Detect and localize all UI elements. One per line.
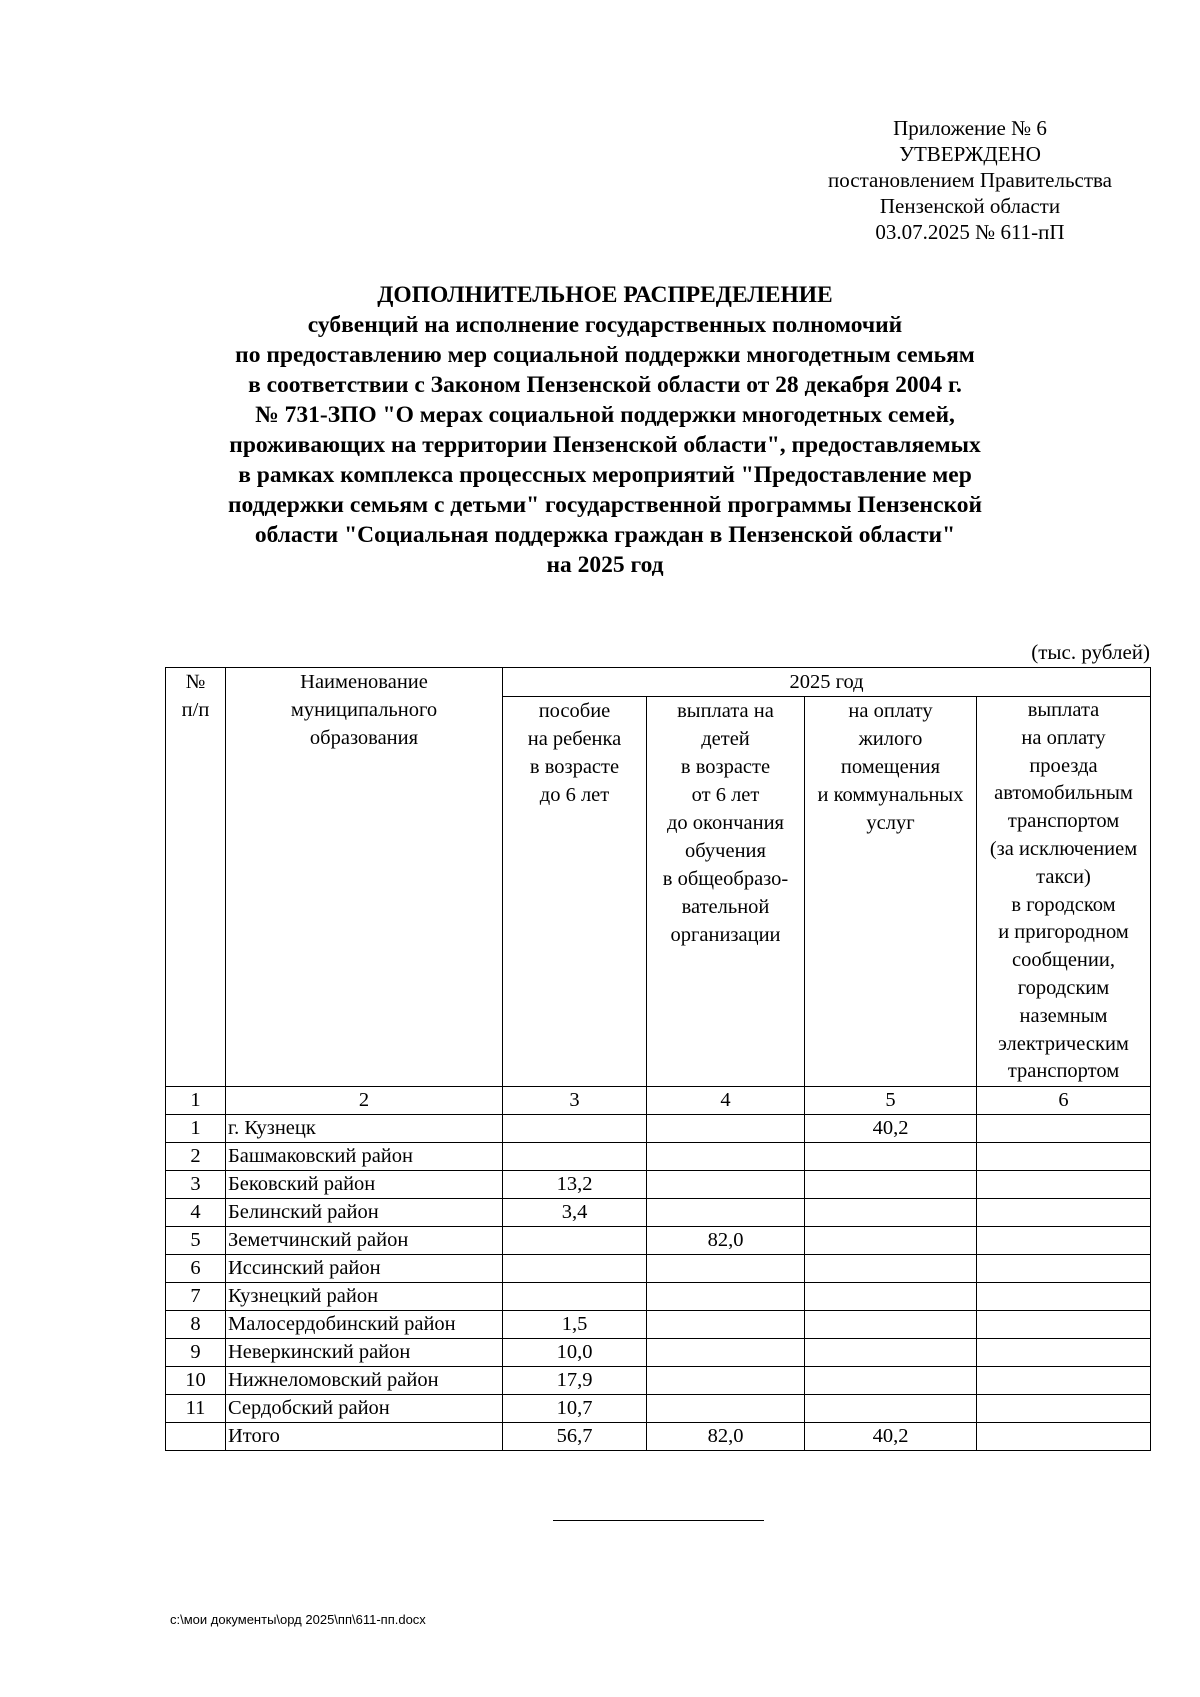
row-col6	[977, 1367, 1151, 1395]
approval-date-number: 03.07.2025 № 611-пП	[875, 220, 1065, 244]
row-name: Белинский район	[226, 1199, 503, 1227]
row-col5	[805, 1395, 977, 1423]
row-name: Кузнецкий район	[226, 1283, 503, 1311]
row-name: г. Кузнецк	[226, 1115, 503, 1143]
row-col6	[977, 1115, 1151, 1143]
title-line: проживающих на территории Пензенской области", предоставляемых	[229, 432, 981, 458]
title-line: субвенций на исполнение государственных полномочий	[307, 312, 903, 338]
header-col3: пособие на ребенка в возрасте до 6 лет	[503, 697, 647, 1087]
row-col5: 40,2	[805, 1115, 977, 1143]
separator-line	[553, 1520, 764, 1521]
row-col5	[805, 1143, 977, 1171]
row-col4	[647, 1339, 805, 1367]
row-col5	[805, 1255, 977, 1283]
row-name: Малосердобинский район	[226, 1311, 503, 1339]
row-num: 11	[166, 1395, 226, 1423]
header-num: № п/п	[166, 668, 226, 1087]
row-col6	[977, 1395, 1151, 1423]
row-num: 7	[166, 1283, 226, 1311]
row-col6	[977, 1255, 1151, 1283]
column-number: 3	[503, 1087, 647, 1115]
row-col3	[503, 1115, 647, 1143]
approved-label: УТВЕРЖДЕНО	[899, 142, 1041, 166]
row-col4	[647, 1283, 805, 1311]
approved-region: Пензенской области	[879, 194, 1061, 218]
row-col3	[503, 1255, 647, 1283]
row-col5	[805, 1367, 977, 1395]
column-numbers-row	[166, 1087, 1151, 1115]
total-row	[166, 1423, 1151, 1451]
row-num: 2	[166, 1143, 226, 1171]
row-col4	[647, 1115, 805, 1143]
column-number: 1	[166, 1087, 226, 1115]
row-col5	[805, 1339, 977, 1367]
table-row	[166, 1339, 1151, 1367]
row-num: 10	[166, 1367, 226, 1395]
row-col6	[977, 1339, 1151, 1367]
row-col3: 13,2	[503, 1171, 647, 1199]
header-year: 2025 год	[503, 668, 1151, 697]
title-line: в рамках комплекса процессных мероприятий "Предоставление мер	[238, 462, 972, 488]
header-col6: выплата на оплату проезда автомобильным транспортом (за исключением такси) в городском и пригородном сообщении, городским наземным электрическим транспортом	[977, 697, 1151, 1087]
units-label: (тыс. рублей)	[1031, 640, 1150, 664]
row-col3: 17,9	[503, 1367, 647, 1395]
table-row	[166, 1143, 1151, 1171]
row-col5	[805, 1283, 977, 1311]
row-col4	[647, 1395, 805, 1423]
column-number: 4	[647, 1087, 805, 1115]
total-col5: 40,2	[805, 1423, 977, 1451]
row-name: Сердобский район	[226, 1395, 503, 1423]
row-col5	[805, 1227, 977, 1255]
title-line: № 731-ЗПО "О мерах социальной поддержки многодетных семей,	[255, 402, 955, 428]
row-col4	[647, 1143, 805, 1171]
document-title	[130, 280, 1080, 580]
title-line: области "Социальная поддержка граждан в Пензенской области"	[254, 522, 956, 548]
row-col4	[647, 1199, 805, 1227]
table-row	[166, 1115, 1151, 1143]
row-col3	[503, 1227, 647, 1255]
row-name: Земетчинский район	[226, 1227, 503, 1255]
row-name: Бековский район	[226, 1171, 503, 1199]
table-row	[166, 1395, 1151, 1423]
row-col3	[503, 1283, 647, 1311]
row-col5	[805, 1199, 977, 1227]
header-col4: выплата на детей в возрасте от 6 лет до окончания обучения в общеобразо- вательной организации	[647, 697, 805, 1087]
row-num: 5	[166, 1227, 226, 1255]
table-row	[166, 1367, 1151, 1395]
row-name: Башмаковский район	[226, 1143, 503, 1171]
table-row	[166, 1199, 1151, 1227]
column-number: 6	[977, 1087, 1151, 1115]
total-label: Итого	[226, 1423, 503, 1451]
row-col6	[977, 1171, 1151, 1199]
row-num: 8	[166, 1311, 226, 1339]
row-col3: 10,7	[503, 1395, 647, 1423]
footer-file-path: c:\мои документы\орд 2025\пп\611-пп.docx	[170, 1612, 426, 1627]
appendix-label: Приложение № 6	[893, 116, 1047, 140]
row-num: 6	[166, 1255, 226, 1283]
title-line: ДОПОЛНИТЕЛЬНОЕ РАСПРЕДЕЛЕНИЕ	[377, 282, 833, 308]
title-line: в соответствии с Законом Пензенской области от 28 декабря 2004 г.	[248, 372, 962, 398]
row-col4	[647, 1311, 805, 1339]
header-col5: на оплату жилого помещения и коммунальных услуг	[805, 697, 977, 1087]
row-col4	[647, 1171, 805, 1199]
row-col3: 1,5	[503, 1311, 647, 1339]
table-row	[166, 1171, 1151, 1199]
row-name: Нижнеломовский район	[226, 1367, 503, 1395]
column-number: 2	[226, 1087, 503, 1115]
approval-block	[780, 115, 1160, 245]
table-header-row	[166, 668, 1151, 697]
column-number: 5	[805, 1087, 977, 1115]
row-num: 1	[166, 1115, 226, 1143]
row-num: 9	[166, 1339, 226, 1367]
row-name: Неверкинский район	[226, 1339, 503, 1367]
total-num	[166, 1423, 226, 1451]
title-line: поддержки семьям с детьми" государственной программы Пензенской	[227, 492, 983, 518]
row-col3: 10,0	[503, 1339, 647, 1367]
row-col6	[977, 1283, 1151, 1311]
row-col4	[647, 1367, 805, 1395]
row-col3: 3,4	[503, 1199, 647, 1227]
row-col4	[647, 1255, 805, 1283]
row-col5	[805, 1171, 977, 1199]
table-row	[166, 1311, 1151, 1339]
total-col3: 56,7	[503, 1423, 647, 1451]
table-row	[166, 1283, 1151, 1311]
row-num: 3	[166, 1171, 226, 1199]
row-col6	[977, 1311, 1151, 1339]
total-col6	[977, 1423, 1151, 1451]
header-name: Наименование муниципального образования	[226, 668, 503, 1087]
row-col6	[977, 1143, 1151, 1171]
row-col5	[805, 1311, 977, 1339]
row-col6	[977, 1199, 1151, 1227]
row-num: 4	[166, 1199, 226, 1227]
table-row	[166, 1227, 1151, 1255]
title-line: по предоставлению мер социальной поддержки многодетным семьям	[235, 342, 975, 368]
row-col4: 82,0	[647, 1227, 805, 1255]
title-line: на 2025 год	[546, 552, 664, 578]
table-row	[166, 1255, 1151, 1283]
approved-by: постановлением Правительства	[827, 168, 1112, 192]
row-col3	[503, 1143, 647, 1171]
row-col6	[977, 1227, 1151, 1255]
total-col4: 82,0	[647, 1423, 805, 1451]
distribution-table	[165, 667, 1151, 1451]
row-name: Иссинский район	[226, 1255, 503, 1283]
